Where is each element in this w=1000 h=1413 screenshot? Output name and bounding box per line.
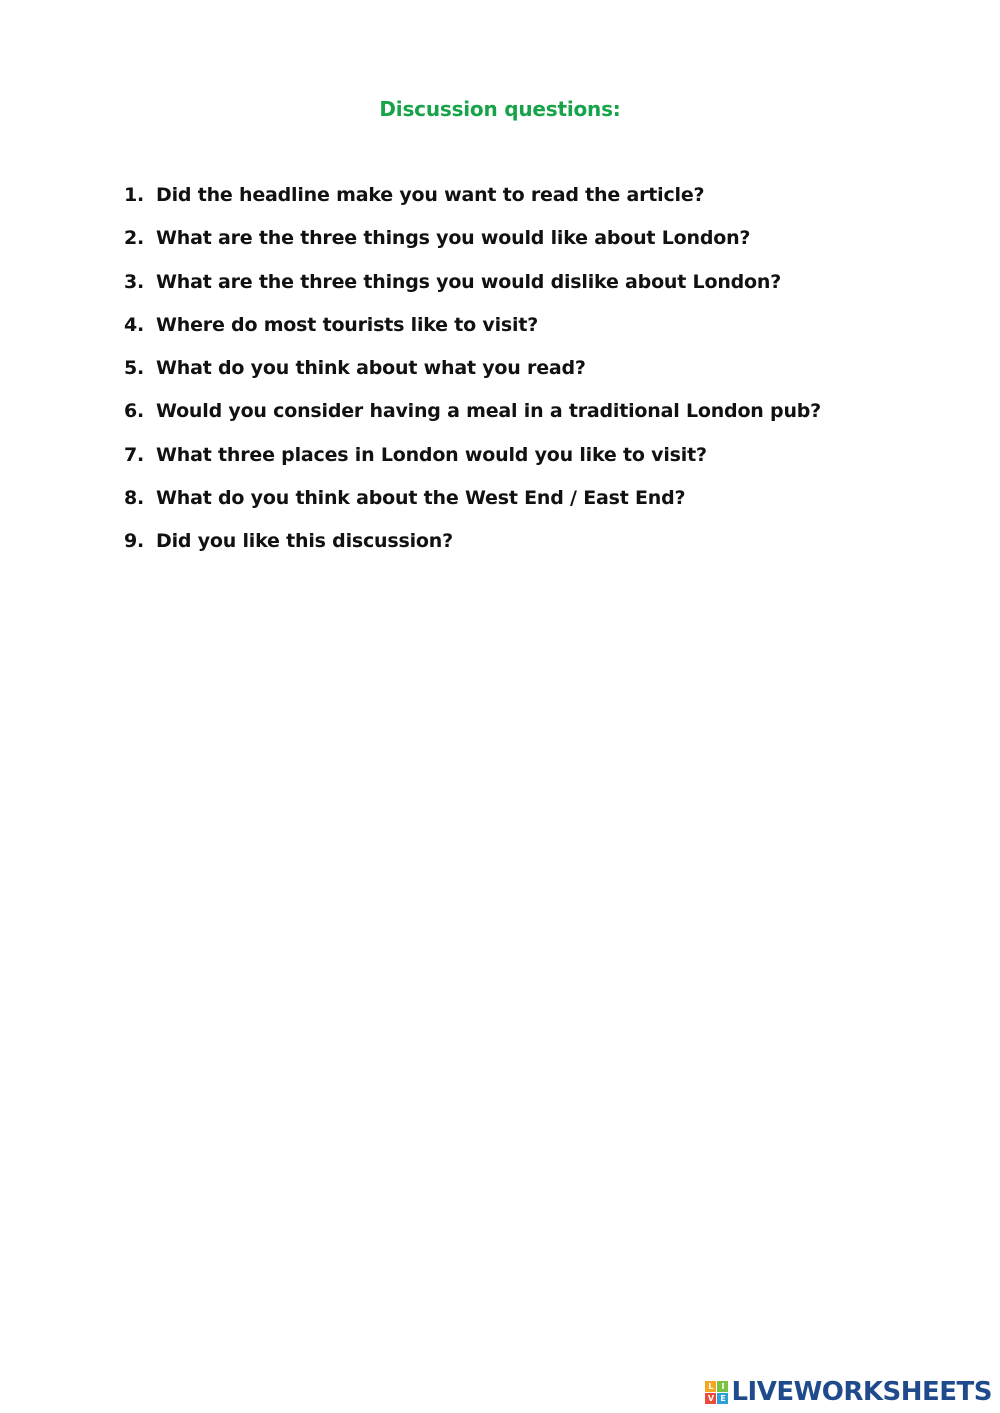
question-number: 5. [124,357,145,380]
question-number: 3. [124,270,145,293]
question-item [124,223,821,266]
question-number: 9. [124,530,145,553]
question-text: What are the three things you would like about London? [156,227,751,250]
logo-wordmark: LIVEWORKSHEETS [731,1377,992,1407]
question-item [124,440,821,483]
question-number: 1. [124,184,145,206]
question-item [124,526,821,569]
question-item [124,180,821,223]
question-text: Would you consider having a meal in a traditional London pub? [156,400,821,423]
question-item [124,310,821,353]
question-text: Did the headline make you want to read the article? [156,184,705,206]
liveworksheets-logo [705,1377,992,1407]
question-text: What are the three things you would dislike about London? [156,270,782,293]
logo-tile: E [717,1393,728,1404]
page-title: Discussion questions: [379,97,621,121]
question-number: 2. [124,227,145,250]
logo-tile: V [705,1393,716,1404]
logo-tile: I [717,1381,728,1392]
question-text: Where do most tourists like to visit? [156,313,539,336]
question-item [124,396,821,439]
question-list [124,180,821,570]
question-text: Did you like this discussion? [156,530,453,553]
question-number: 4. [124,313,145,336]
question-text: What do you think about the West End / East End? [156,487,686,510]
question-item [124,353,821,396]
question-number: 7. [124,443,145,466]
question-item [124,483,821,526]
question-number: 6. [124,400,145,423]
question-item [124,267,821,310]
question-text: What do you think about what you read? [156,357,586,380]
question-text: What three places in London would you like to visit? [156,443,707,466]
question-number: 8. [124,487,145,510]
logo-tile: L [705,1381,716,1392]
live-tiles-icon [705,1381,728,1404]
